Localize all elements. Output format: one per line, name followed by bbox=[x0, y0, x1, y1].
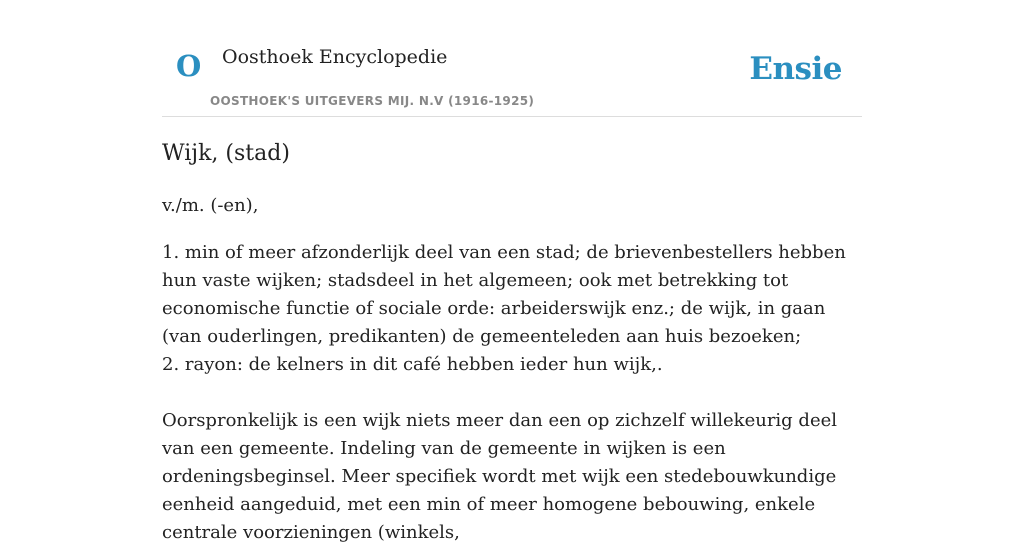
site-header bbox=[162, 0, 862, 117]
definition-body bbox=[162, 239, 862, 547]
definition-item-1: 1. min of meer afzonderlijk deel van een stad; de brievenbestellers hebben hun vaste wijken; stadsdeel in het algemeen; ook met betrekking tot economische functie of sociale orde: arbeiderswijk enz.; de wijk, in gaan (van ouderlingen, predikanten) de gemeenteleden aan huis bezoeken; bbox=[162, 242, 846, 347]
entry-paragraph: Oorspronkelijk is een wijk niets meer dan een op zichzelf willekeurig deel van een gemeente. Indeling van de gemeente in wijken is een ordeningsbeginsel. Meer specifiek wordt met wijk een stedebouwkundige eenheid aangeduid, met een min of meer homogene bebouwing, enkele centrale voorzieningen (winkels, bbox=[162, 410, 838, 543]
book-title-link[interactable]: Oosthoek Encyclopedie bbox=[222, 46, 448, 68]
book-logo-icon[interactable]: O bbox=[176, 49, 202, 83]
definition-item-2: 2. rayon: de kelners in dit café hebben ieder hun wijk,. bbox=[162, 354, 663, 375]
publisher-label: OOSTHOEK'S UITGEVERS MIJ. N.V (1916-1925) bbox=[210, 94, 535, 108]
page bbox=[162, 0, 862, 543]
ensie-logo-link[interactable]: Ensie bbox=[749, 51, 842, 87]
entry-headword: Wijk, (stad) bbox=[162, 141, 290, 166]
paragraph-spacer bbox=[162, 379, 862, 407]
grammar-info: v./m. (-en), bbox=[162, 195, 259, 216]
